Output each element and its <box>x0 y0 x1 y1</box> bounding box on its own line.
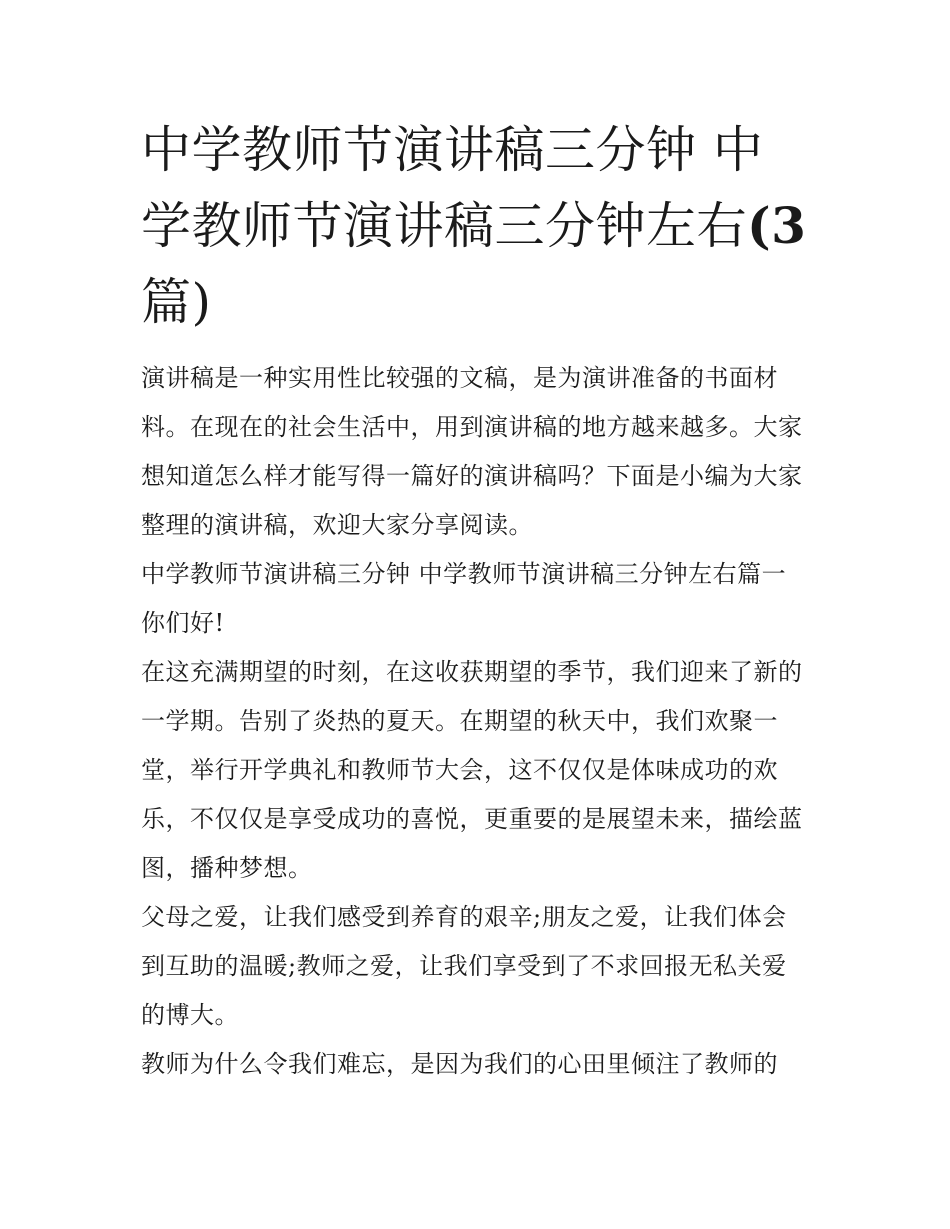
paragraph-love: 父母之爱，让我们感受到养育的艰辛;朋友之爱，让我们体会到互助的温暖;教师之爱，让我们享受到了不求回报无私关爱的博大。 <box>141 903 787 1029</box>
document-title <box>141 112 811 340</box>
document-body <box>141 354 811 1089</box>
title-suffix-text: (3 <box>747 196 807 255</box>
title-main-text: 中学教师节演讲稿三分钟 中学教师节演讲稿三分钟左右 <box>141 121 764 255</box>
paragraph-teacher: 教师为什么令我们难忘，是因为我们的心田里倾注了教师的 <box>141 1050 778 1078</box>
document-content <box>141 112 811 1089</box>
paragraph-intro: 演讲稿是一种实用性比较强的文稿，是为演讲准备的书面材料。在现在的社会生活中，用到演讲稿的地方越来越多。大家想知道怎么样才能写得一篇好的演讲稿吗？下面是小编为大家整理的演讲稿，欢迎大家分享阅读。 <box>141 364 803 539</box>
paragraph-new-semester: 在这充满期望的时刻，在这收获期望的季节，我们迎来了新的一学期。告别了炎热的夏天。在期望的秋天中，我们欢聚一堂，举行开学典礼和教师节大会，这不仅仅是体味成功的欢乐，不仅仅是享受成功的喜悦，更重要的是展望未来，描绘蓝图，播种梦想。 <box>141 658 803 882</box>
paragraph-section-heading: 中学教师节演讲稿三分钟 中学教师节演讲稿三分钟左右篇一 <box>141 560 787 588</box>
title-end-text: 篇) <box>141 273 212 331</box>
paragraph-greeting: 你们好! <box>141 609 225 637</box>
